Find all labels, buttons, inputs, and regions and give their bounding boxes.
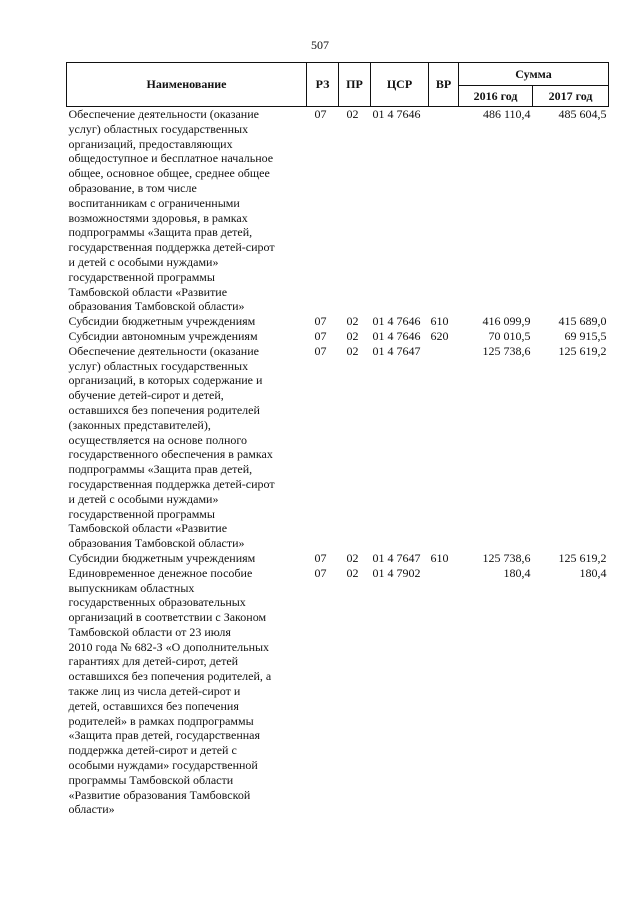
row-name-line: воспитанникам с ограниченными xyxy=(68,195,240,210)
row-pr: 02 xyxy=(346,314,359,329)
row-name-line: детей, оставшихся без попечения xyxy=(68,698,239,713)
row-name-line: Субсидии бюджетным учреждениям xyxy=(68,314,256,329)
row-name xyxy=(67,566,307,818)
row-name-line: также лиц из числа детей-сирот и xyxy=(68,684,241,699)
row-name-line: Тамбовской области «Развитие xyxy=(68,521,228,536)
row-name-line: государственная поддержка детей-сирот xyxy=(68,476,275,491)
row-name-line: услуг) областных государственных xyxy=(68,121,249,136)
row-name-line: гарантиях для детей-сирот, детей xyxy=(68,654,239,669)
row-pr: 02 xyxy=(346,328,359,343)
row-sum-2016: 486 110,4 xyxy=(482,107,531,121)
row-name-line: образования Тамбовской области» xyxy=(68,536,245,551)
table-row xyxy=(67,551,609,566)
row-sum-2017: 485 604,5 xyxy=(558,107,607,121)
row-name xyxy=(67,107,307,315)
row-name-line: государственной программы xyxy=(68,506,215,521)
row-name-line: оставшихся без попечения родителей xyxy=(68,402,260,417)
row-name-line: поддержка детей-сирот и детей с xyxy=(68,743,237,758)
row-sum-2016: 70 010,5 xyxy=(488,328,531,343)
row-name-line: общедоступное и бесплатное начальное xyxy=(68,151,274,166)
header-year-2017: 2017 год xyxy=(533,86,609,107)
table-row xyxy=(67,329,609,344)
row-name-line: оставшихся без попечения родителей, а xyxy=(68,669,272,684)
row-name xyxy=(67,329,307,344)
row-sum-2016: 180,4 xyxy=(503,565,531,580)
row-name-line: образование, в том числе xyxy=(68,180,197,195)
header-rz: РЗ xyxy=(307,63,339,107)
row-name-line: осуществляется на основе полного xyxy=(68,432,247,447)
row-name-line: выпускникам областных xyxy=(68,580,195,595)
row-vr xyxy=(429,344,459,551)
row-sum-2017: 125 619,2 xyxy=(558,343,607,358)
header-name: Наименование xyxy=(67,63,307,107)
row-vr: 620 xyxy=(430,328,449,343)
page-number: 507 xyxy=(311,38,329,52)
table-header xyxy=(67,63,609,107)
row-vr xyxy=(429,107,459,315)
budget-table xyxy=(66,62,609,817)
row-name-line: подпрограммы «Защита прав детей, xyxy=(68,462,253,477)
table-row xyxy=(67,566,609,818)
row-sum-2017: 69 915,5 xyxy=(564,328,607,343)
row-csr: 01 4 7646 xyxy=(372,107,421,121)
row-sum-2016: 416 099,9 xyxy=(482,314,531,329)
row-rz: 07 xyxy=(314,314,327,329)
row-pr: 02 xyxy=(346,550,359,565)
row-pr: 02 xyxy=(346,107,359,121)
row-name-line: и детей с особыми нуждами» xyxy=(68,254,219,269)
row-name-line: общее, основное общее, среднее общее xyxy=(68,166,270,181)
row-name-line: организаций, предоставляющих xyxy=(68,136,233,151)
row-name-line: подпрограммы «Защита прав детей, xyxy=(68,225,253,240)
row-name-line: Обеспечение деятельности (оказание xyxy=(68,343,259,358)
row-sum-2016: 125 738,6 xyxy=(482,550,531,565)
row-name-line: государственной программы xyxy=(68,269,215,284)
row-name-line: родителей» в рамках подпрограммы xyxy=(68,713,254,728)
row-name-line: Тамбовской области «Развитие xyxy=(68,284,228,299)
header-year-2016: 2016 год xyxy=(459,86,533,107)
row-name-line: организаций, в которых содержание и xyxy=(68,373,263,388)
row-csr: 01 4 7646 xyxy=(372,328,421,343)
row-name-line: организаций в соответствии с Законом xyxy=(68,610,267,625)
header-sum: Сумма xyxy=(459,63,609,86)
row-name-line: государственная поддержка детей-сирот xyxy=(68,240,275,255)
row-rz: 07 xyxy=(314,565,327,580)
row-name-line: возможностями здоровья, в рамках xyxy=(68,210,248,225)
row-name-line: Обеспечение деятельности (оказание xyxy=(68,107,259,121)
header-vr: ВР xyxy=(429,63,459,107)
row-sum-2016: 125 738,6 xyxy=(482,343,531,358)
row-name-line: «Защита прав детей, государственная xyxy=(68,728,261,743)
row-csr: 01 4 7647 xyxy=(372,550,421,565)
row-name-line: программы Тамбовской области xyxy=(68,772,234,787)
header-pr: ПР xyxy=(339,63,371,107)
row-csr: 01 4 7902 xyxy=(372,565,421,580)
row-rz: 07 xyxy=(314,343,327,358)
row-name-line: и детей с особыми нуждами» xyxy=(68,491,219,506)
row-name-line: «Развитие образования Тамбовской xyxy=(68,787,251,802)
row-name-line: обучение детей-сирот и детей, xyxy=(68,388,224,403)
row-csr: 01 4 7646 xyxy=(372,314,421,329)
row-name-line: Субсидии бюджетным учреждениям xyxy=(68,550,256,565)
row-vr xyxy=(429,566,459,818)
row-vr: 610 xyxy=(430,314,449,329)
row-pr: 02 xyxy=(346,343,359,358)
row-sum-2017: 180,4 xyxy=(579,565,607,580)
row-name-line: области» xyxy=(68,802,115,817)
row-rz: 07 xyxy=(314,550,327,565)
row-name-line: услуг) областных государственных xyxy=(68,358,249,373)
row-name xyxy=(67,551,307,566)
row-name-line: (законных представителей), xyxy=(68,417,211,432)
row-name xyxy=(67,314,307,329)
row-sum-2017: 125 619,2 xyxy=(558,550,607,565)
row-name-line: государственного обеспечения в рамках xyxy=(68,447,273,462)
table-body xyxy=(67,107,609,818)
table-row xyxy=(67,107,609,315)
row-csr: 01 4 7647 xyxy=(372,343,421,358)
table-row xyxy=(67,314,609,329)
row-name-line: Субсидии автономным учреждениям xyxy=(68,328,258,343)
row-name-line: Единовременное денежное пособие xyxy=(68,565,253,580)
table-row xyxy=(67,344,609,551)
row-rz: 07 xyxy=(314,328,327,343)
row-rz: 07 xyxy=(314,107,327,121)
row-name-line: особыми нуждами» государственной xyxy=(68,758,258,773)
header-csr: ЦСР xyxy=(371,63,429,107)
row-pr: 02 xyxy=(346,565,359,580)
row-name-line: государственных образовательных xyxy=(68,595,246,610)
row-sum-2017: 415 689,0 xyxy=(558,314,607,329)
row-name-line: образования Тамбовской области» xyxy=(68,299,245,314)
row-name xyxy=(67,344,307,551)
row-vr: 610 xyxy=(430,550,449,565)
row-name-line: 2010 года № 682-З «О дополнительных xyxy=(68,639,270,654)
row-name-line: Тамбовской области от 23 июля xyxy=(68,624,231,639)
